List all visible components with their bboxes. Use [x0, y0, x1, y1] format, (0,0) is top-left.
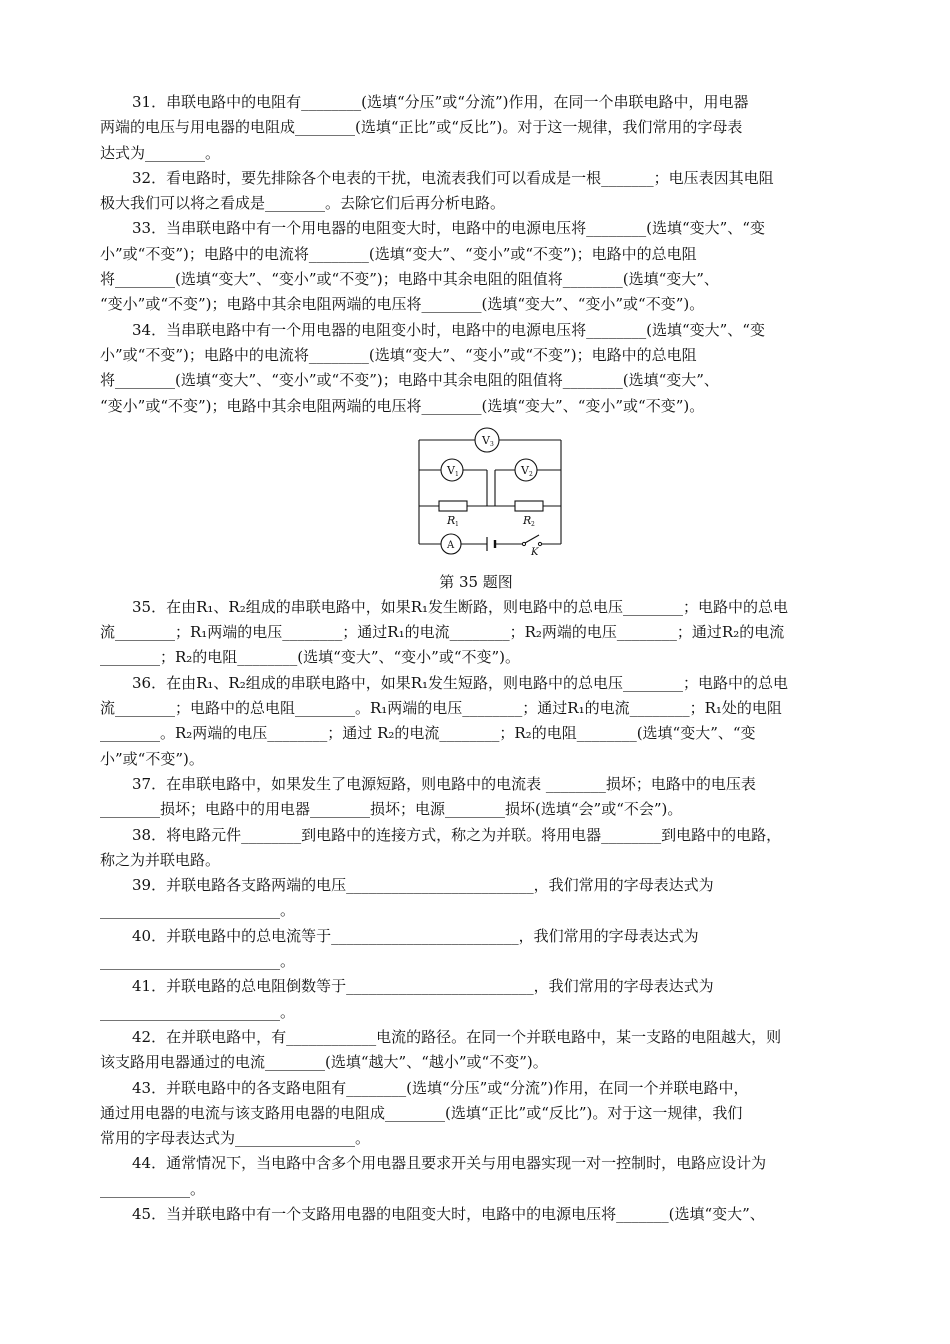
question-44 [100, 1151, 852, 1202]
figure-caption: 第 35 题图 [439, 572, 513, 591]
question-32 [100, 166, 852, 217]
question-34 [100, 318, 852, 419]
question-line: 32．看电路时，要先排除各个电表的干扰，电流表我们可以看成是一根_______；电压表因其电阻 [132, 168, 774, 187]
switch-icon [522, 535, 541, 546]
v3-label: V [482, 433, 490, 447]
question-line: 34．当串联电路中有一个用电器的电阻变小时，电路中的电源电压将________(选填“变大”、“变 [132, 320, 765, 339]
r2-label: R [523, 513, 532, 527]
question-45 [100, 1202, 852, 1227]
question-line: 38．将电路元件________到电路中的连接方式，称之为并联。将用电器________到电路中的电路， [132, 825, 782, 844]
v1-subscript: 1 [455, 470, 459, 478]
switch-label: K [531, 546, 539, 555]
question-line: “变小”或“不变”)；电路中其余电阻两端的电压将________(选填“变大”、“变小”或“不变”)。 [100, 295, 705, 314]
question-line: 小”或“不变”)；电路中的电流将________(选填“变大”、“变小”或“不变”)；电路中的总电阻 [100, 345, 697, 364]
question-line: ________；R₂的电阻________(选填“变大”、“变小”或“不变”)。 [100, 648, 521, 667]
question-36 [100, 671, 852, 772]
question-line: ________损坏；电路中的用电器________损坏；电源________损坏(选填“会”或“不会”)。 [100, 800, 683, 819]
resistor-r2-icon [515, 501, 543, 511]
r2-subscript: 2 [531, 520, 535, 528]
question-line: 41．并联电路的总电阻倒数等于_________________________，我们常用的字母表达式为 [132, 977, 714, 996]
question-line: 36．在由R₁、R₂组成的串联电路中，如果R₁发生短路，则电路中的总电压________；电路中的总电 [132, 673, 789, 692]
question-line: ____________。 [100, 1179, 206, 1198]
question-line: 42．在并联电路中，有____________电流的路径。在同一个并联电路中，某一支路的电阻越大，则 [132, 1027, 782, 1046]
question-line: 35．在由R₁、R₂组成的串联电路中，如果R₁发生断路，则电路中的总电压________；电路中的总电 [132, 597, 789, 616]
question-line: 流________；电路中的总电阻________。R₁两端的电压________；通过R₁的电流________；R₁处的电阻 [100, 699, 782, 718]
question-line: 常用的字母表达式为________________。 [100, 1129, 371, 1148]
question-line: 流________；R₁两端的电压________；通过R₁的电流________；R₂两端的电压________；通过R₂的电流 [100, 623, 785, 642]
question-line: 通过用电器的电流与该支路用电器的电阻成________(选填“正比”或“反比”)。对于这一规律，我们 [100, 1103, 743, 1122]
question-line: 称之为并联电路。 [100, 850, 221, 869]
question-line: 达式为________。 [100, 143, 221, 162]
v1-label: V [447, 463, 455, 477]
question-line: 极大我们可以将之看成是________。去除它们后再分析电路。 [100, 194, 506, 213]
question-line: 45．当并联电路中有一个支路用电器的电阻变大时，电路中的电源电压将_______(选填“变大”、 [132, 1204, 765, 1223]
v2-subscript: 2 [529, 470, 533, 478]
question-line: 小”或“不变”)；电路中的电流将________(选填“变大”、“变小”或“不变”)；电路中的总电阻 [100, 244, 697, 263]
question-line: ________________________。 [100, 952, 296, 971]
ammeter-label: A [447, 539, 455, 551]
question-line: ________。R₂两端的电压________；通过 R₂的电流________；R₂的电阻________(选填“变大”、“变 [100, 724, 756, 743]
question-line: “变小”或“不变”)；电路中其余电阻两端的电压将________(选填“变大”、“变小”或“不变”)。 [100, 396, 705, 415]
question-line: ________________________。 [100, 1002, 296, 1021]
question-33 [100, 216, 852, 317]
question-line: 37．在串联电路中，如果发生了电源短路，则电路中的电流表 ________损坏；电路中的电压表 [132, 774, 756, 793]
question-line: ________________________。 [100, 901, 296, 920]
resistor-r1-icon [439, 501, 467, 511]
r1-label: R [447, 513, 456, 527]
question-line: 31．串联电路中的电阻有________(选填“分压”或“分流”)作用，在同一个串联电路中，用电器 [132, 93, 749, 111]
question-line: 将________(选填“变大”、“变小”或“不变”)；电路中其余电阻的阻值将________(选填“变大”、 [100, 270, 719, 289]
question-42 [100, 1025, 852, 1076]
question-41 [100, 974, 852, 1025]
question-31 [100, 90, 852, 166]
question-line: 两端的电压与用电器的电阻成________(选填“正比”或“反比”)。对于这一规律，我们常用的字母表 [100, 118, 743, 137]
question-35 [100, 595, 852, 671]
question-line: 39．并联电路各支路两端的电压_________________________，我们常用的字母表达式为 [132, 876, 714, 895]
question-39 [100, 873, 852, 924]
question-line: 44．通常情况下，当电路中含多个用电器且要求开关与用电器实现一对一控制时，电路应设计为 [132, 1154, 767, 1173]
battery-icon [487, 537, 495, 551]
question-line: 小”或“不变”)。 [100, 749, 204, 768]
worksheet-page [100, 90, 852, 1227]
v2-label: V [521, 463, 529, 477]
v3-subscript: 3 [490, 440, 494, 448]
question-line: 将________(选填“变大”、“变小”或“不变”)；电路中其余电阻的阻值将________(选填“变大”、 [100, 371, 719, 390]
question-43 [100, 1076, 852, 1152]
question-line: 33．当串联电路中有一个用电器的电阻变大时，电路中的电源电压将________(选填“变大”、“变 [132, 219, 765, 238]
question-line: 43．并联电路中的各支路电阻有________(选填“分压”或“分流”)作用，在同一个并联电路中， [132, 1078, 749, 1097]
question-40 [100, 924, 852, 975]
question-37 [100, 772, 852, 823]
circuit-figure [100, 427, 852, 563]
question-line: 该支路用电器通过的电流________(选填“越大”、“越小”或“不变”)。 [100, 1053, 548, 1072]
circuit-diagram [415, 427, 565, 555]
question-line: 40．并联电路中的总电流等于_________________________，我们常用的字母表达式为 [132, 926, 699, 945]
question-38 [100, 823, 852, 874]
r1-subscript: 1 [455, 520, 459, 528]
